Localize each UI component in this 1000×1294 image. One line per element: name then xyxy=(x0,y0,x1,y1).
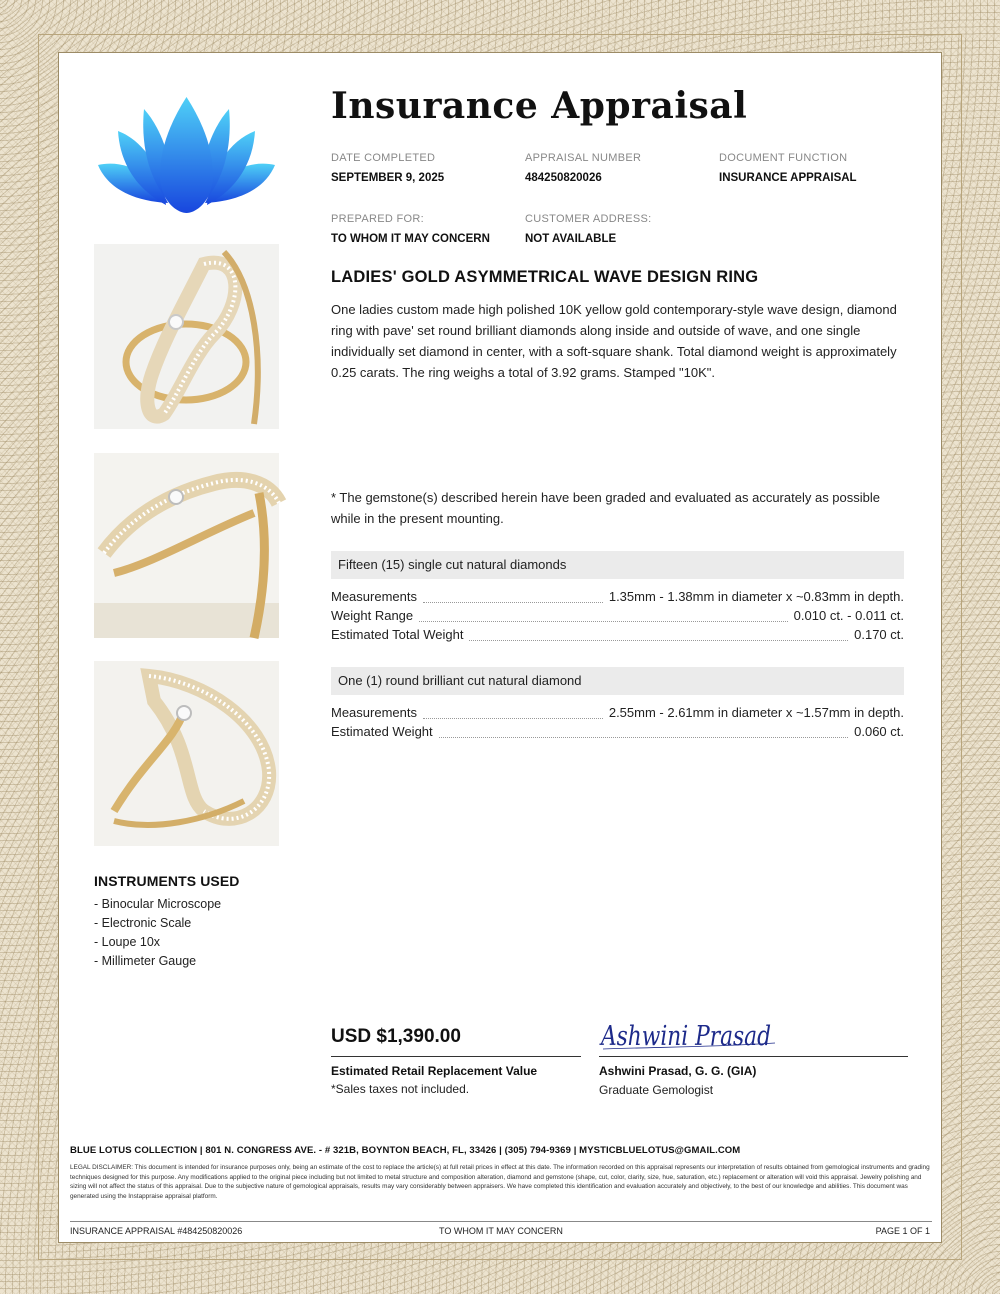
customer-address-label: CUSTOMER ADDRESS: xyxy=(525,213,652,225)
prepared-for-label: PREPARED FOR: xyxy=(331,213,424,225)
instruments-list xyxy=(94,895,314,971)
price-underline xyxy=(331,1056,581,1057)
appraisal-number-label: APPRAISAL NUMBER xyxy=(525,152,642,164)
stone-detail-row xyxy=(331,589,904,608)
detail-label: Measurements xyxy=(331,705,417,720)
stone-detail-row xyxy=(331,608,904,627)
stone-detail-row xyxy=(331,724,904,743)
document-function xyxy=(719,152,909,184)
instrument-item: - Binocular Microscope xyxy=(94,897,222,911)
detail-value: 0.010 ct. - 0.011 ct. xyxy=(793,608,904,623)
stone-group-heading: One (1) round brilliant cut natural diamond xyxy=(331,667,904,695)
appraisal-number-value: 484250820026 xyxy=(525,172,602,184)
item-title: LADIES' GOLD ASYMMETRICAL WAVE DESIGN RING xyxy=(331,268,759,286)
handwritten-signature xyxy=(599,1017,789,1055)
document-title: Insurance Appraisal xyxy=(331,85,748,127)
date-completed-value: SEPTEMBER 9, 2025 xyxy=(331,172,445,184)
legal-disclaimer: LEGAL DISCLAIMER: This document is intended for insurance purposes only, being an estimate of the cost to replace the article(s) at full retail prices in effect at this date. The information recorded on this appraisal represents our interpretation of results obtained from gemological instruments and grading techniques designed for this purpose. Any modifications applied to the original piece including but not limited to metal structure and composition alteration, diamond and gemstone (shape, cut, color, clarity, size, hue, saturation, etc.) replacement or alteration will void this appraisal. Jewelry polishing and sizing will not affect the status of this appraisal. Due to the subjective nature of gemological appraisals, results may vary considerably between appraisers. We have completed this identification and evaluation accurately and objectively, to the best of our knowledge and abilities. This document was generated using the Instappraise appraisal platform. xyxy=(70,1164,930,1200)
stone-detail-row xyxy=(331,627,904,646)
ring-photo-front xyxy=(94,244,279,429)
leader-dots xyxy=(439,724,848,738)
valuation-price: USD $1,390.00 xyxy=(331,1026,461,1047)
detail-label: Measurements xyxy=(331,589,417,604)
date-completed-label: DATE COMPLETED xyxy=(331,152,436,164)
signer-title: Graduate Gemologist xyxy=(599,1083,714,1097)
leader-dots xyxy=(423,589,603,603)
svg-text:Ashwini Prasad: Ashwini Prasad xyxy=(598,1021,771,1052)
lotus-logo xyxy=(94,93,279,221)
footer-divider xyxy=(70,1221,932,1222)
ring-photo-angle xyxy=(94,453,279,638)
item-description: One ladies custom made high polished 10K yellow gold contemporary-style wave design, diamond ring with pave' set round brilliant diamonds along inside and outside of wave, and one single individually set diamond in center, with a soft-square shank. Total diamond weight is approximately 0.25 carats. The ring weighs a total of 3.92 grams. Stamped "10K". xyxy=(331,302,897,380)
detail-value: 2.55mm - 2.61mm in diameter x ~1.57mm in depth. xyxy=(608,705,904,720)
instrument-item: - Loupe 10x xyxy=(94,935,161,949)
detail-label: Estimated Total Weight xyxy=(331,627,464,642)
signature-line xyxy=(599,1056,908,1057)
leader-dots xyxy=(419,608,788,622)
document-function-value: INSURANCE APPRAISAL xyxy=(719,172,857,184)
detail-label: Weight Range xyxy=(331,608,414,623)
instruments-title: INSTRUMENTS USED xyxy=(94,873,240,889)
detail-value: 0.060 ct. xyxy=(854,724,904,739)
ring-photo-side xyxy=(94,661,279,846)
appraisal-number xyxy=(525,152,715,184)
stone-group-heading: Fifteen (15) single cut natural diamonds xyxy=(331,551,904,579)
company-info: BLUE LOTUS COLLECTION | 801 N. CONGRESS AVE. - # 321B, BOYNTON BEACH, FL, 33426 | (305) 794-9369 | MYSTICBLUELOTUS@GMAIL.COM xyxy=(70,1145,741,1156)
date-completed xyxy=(331,152,521,184)
detail-label: Estimated Weight xyxy=(331,724,433,739)
signer-name: Ashwini Prasad, G. G. (GIA) xyxy=(599,1064,757,1078)
instrument-item: - Electronic Scale xyxy=(94,916,192,930)
sales-tax-note: *Sales taxes not included. xyxy=(331,1082,470,1096)
leader-dots xyxy=(469,627,848,641)
appraisal-page xyxy=(58,52,942,1243)
instruments-section xyxy=(94,873,314,971)
prepared-for xyxy=(331,213,521,245)
document-function-label: DOCUMENT FUNCTION xyxy=(719,152,848,164)
customer-address-value: NOT AVAILABLE xyxy=(525,233,617,245)
instrument-item: - Millimeter Gauge xyxy=(94,954,197,968)
detail-value: 0.170 ct. xyxy=(854,627,904,642)
footer-page-number: PAGE 1 OF 1 xyxy=(875,1226,930,1236)
customer-address xyxy=(525,213,715,245)
gemstone-note: * The gemstone(s) described herein have been graded and evaluated as accurately as possible while in the present mounting. xyxy=(331,490,880,526)
valuation-label: Estimated Retail Replacement Value xyxy=(331,1064,538,1078)
stone-detail-row xyxy=(331,705,904,724)
footer-appraisal-id: INSURANCE APPRAISAL #484250820026 xyxy=(70,1226,243,1236)
footer-recipient: TO WHOM IT MAY CONCERN xyxy=(439,1226,563,1236)
prepared-for-value: TO WHOM IT MAY CONCERN xyxy=(331,233,490,245)
leader-dots xyxy=(423,705,603,719)
detail-value: 1.35mm - 1.38mm in diameter x ~0.83mm in depth. xyxy=(608,589,904,604)
